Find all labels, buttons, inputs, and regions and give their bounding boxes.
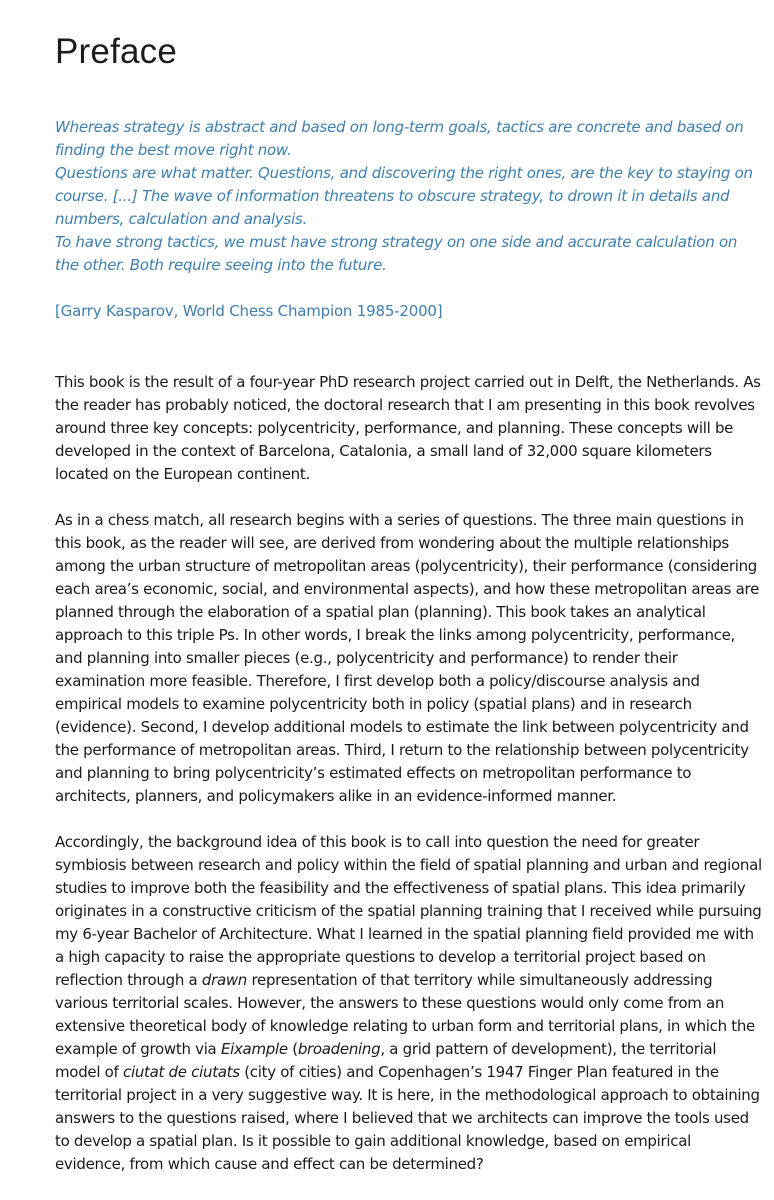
paragraph-3-text: (city of cities) and Copenhagen’s 1947 Finger Plan featured in the territorial project in a very suggestive way. It is here, in the methodological approach to obtaining answers to the questions raised, where I believed that we architects can improve the tools used to develop a spatial plan. Is it possible to gain additional knowledge, based on empirical evidence, from which cause and effect can be determined?: [55, 1063, 760, 1173]
epigraph-line: To have strong tactics, we must have strong strategy on one side and accurate calculation on the other. Both require seeing into the future.: [55, 233, 738, 274]
emphasis-eixample: Eixample: [220, 1040, 288, 1058]
page: [55, 30, 763, 1199]
epigraph-line: Whereas strategy is abstract and based on long-term goals, tactics are concrete and based on finding the best move right now.: [55, 118, 744, 159]
emphasis-ciutat-de-ciutats: ciutat de ciutats: [123, 1063, 240, 1081]
paragraph-1: This book is the result of a four-year PhD research project carried out in Delft, the Netherlands. As the reader has probably noticed, the doctoral research that I am presenting in this book revolves around three key concepts: polycentricity, performance, and planning. These concepts will be developed in the context of Barcelona, Catalonia, a small land of 32,000 square kilometers located on the European continent.: [55, 373, 761, 483]
paragraph-3: [55, 831, 763, 1176]
paragraph-2: As in a chess match, all research begins with a series of questions. The three main questions in this book, as the reader will see, are derived from wondering about the multiple relationships among the urban structure of metropolitan areas (polycentricity), their performance (considering each area’s economic, social, and environmental aspects), and how these metropolitan areas are planned through the elaboration of a spatial plan (planning). This book takes an analytical approach to this triple Ps. In other words, I break the links among polycentricity, performance, and planning into smaller pieces (e.g., polycentricity and performance) to render their examination more feasible. Therefore, I first develop both a policy/discourse analysis and empirical models to examine polycentricity both in policy (spatial plans) and in research (evidence). Second, I develop additional models to estimate the link between polycentricity and the performance of metropolitan areas. Third, I return to the relationship between polycentricity and planning to bring polycentricity’s estimated effects on metropolitan performance to architects, planners, and policymakers alike in an evidence-informed manner.: [55, 511, 760, 805]
epigraph-attribution: [Garry Kasparov, World Chess Champion 1985-2000]: [55, 302, 443, 320]
paragraph-3-text: , a grid pattern of development), the territorial model of: [55, 1040, 717, 1081]
emphasis-broadening: broadening: [297, 1040, 381, 1058]
epigraph-line: Questions are what matter. Questions, and discovering the right ones, are the key to staying on course. [...] The wave of information threatens to obscure strategy, to drown it in details and numbers, calculation and analysis.: [55, 164, 753, 228]
paragraph-3-text: Accordingly, the background idea of this book is to call into question the need for greater symbiosis between research and policy within the field of spatial planning and urban and regional studies to improve both the feasibility and the effectiveness of spatial plans. This idea primarily originates in a constructive criticism of the spatial planning training that I received while pursuing my 6-year Bachelor of Architecture. What I learned in the spatial planning field provided me with a high capacity to raise the appropriate questions to develop a territorial project based on reflection through a: [55, 833, 762, 989]
emphasis-drawn: drawn: [201, 971, 248, 989]
page-title: Preface: [55, 32, 178, 71]
paragraph-3-text: representation of that territory while simultaneously addressing various territorial scales. However, the answers to these questions would only come from an extensive theoretical body of knowledge relating to urban form and territorial plans, in which the example of growth via: [55, 971, 755, 1058]
epigraph-quote: [55, 116, 763, 277]
body-text: [55, 371, 763, 1176]
paragraph-3-text: (: [287, 1040, 298, 1058]
